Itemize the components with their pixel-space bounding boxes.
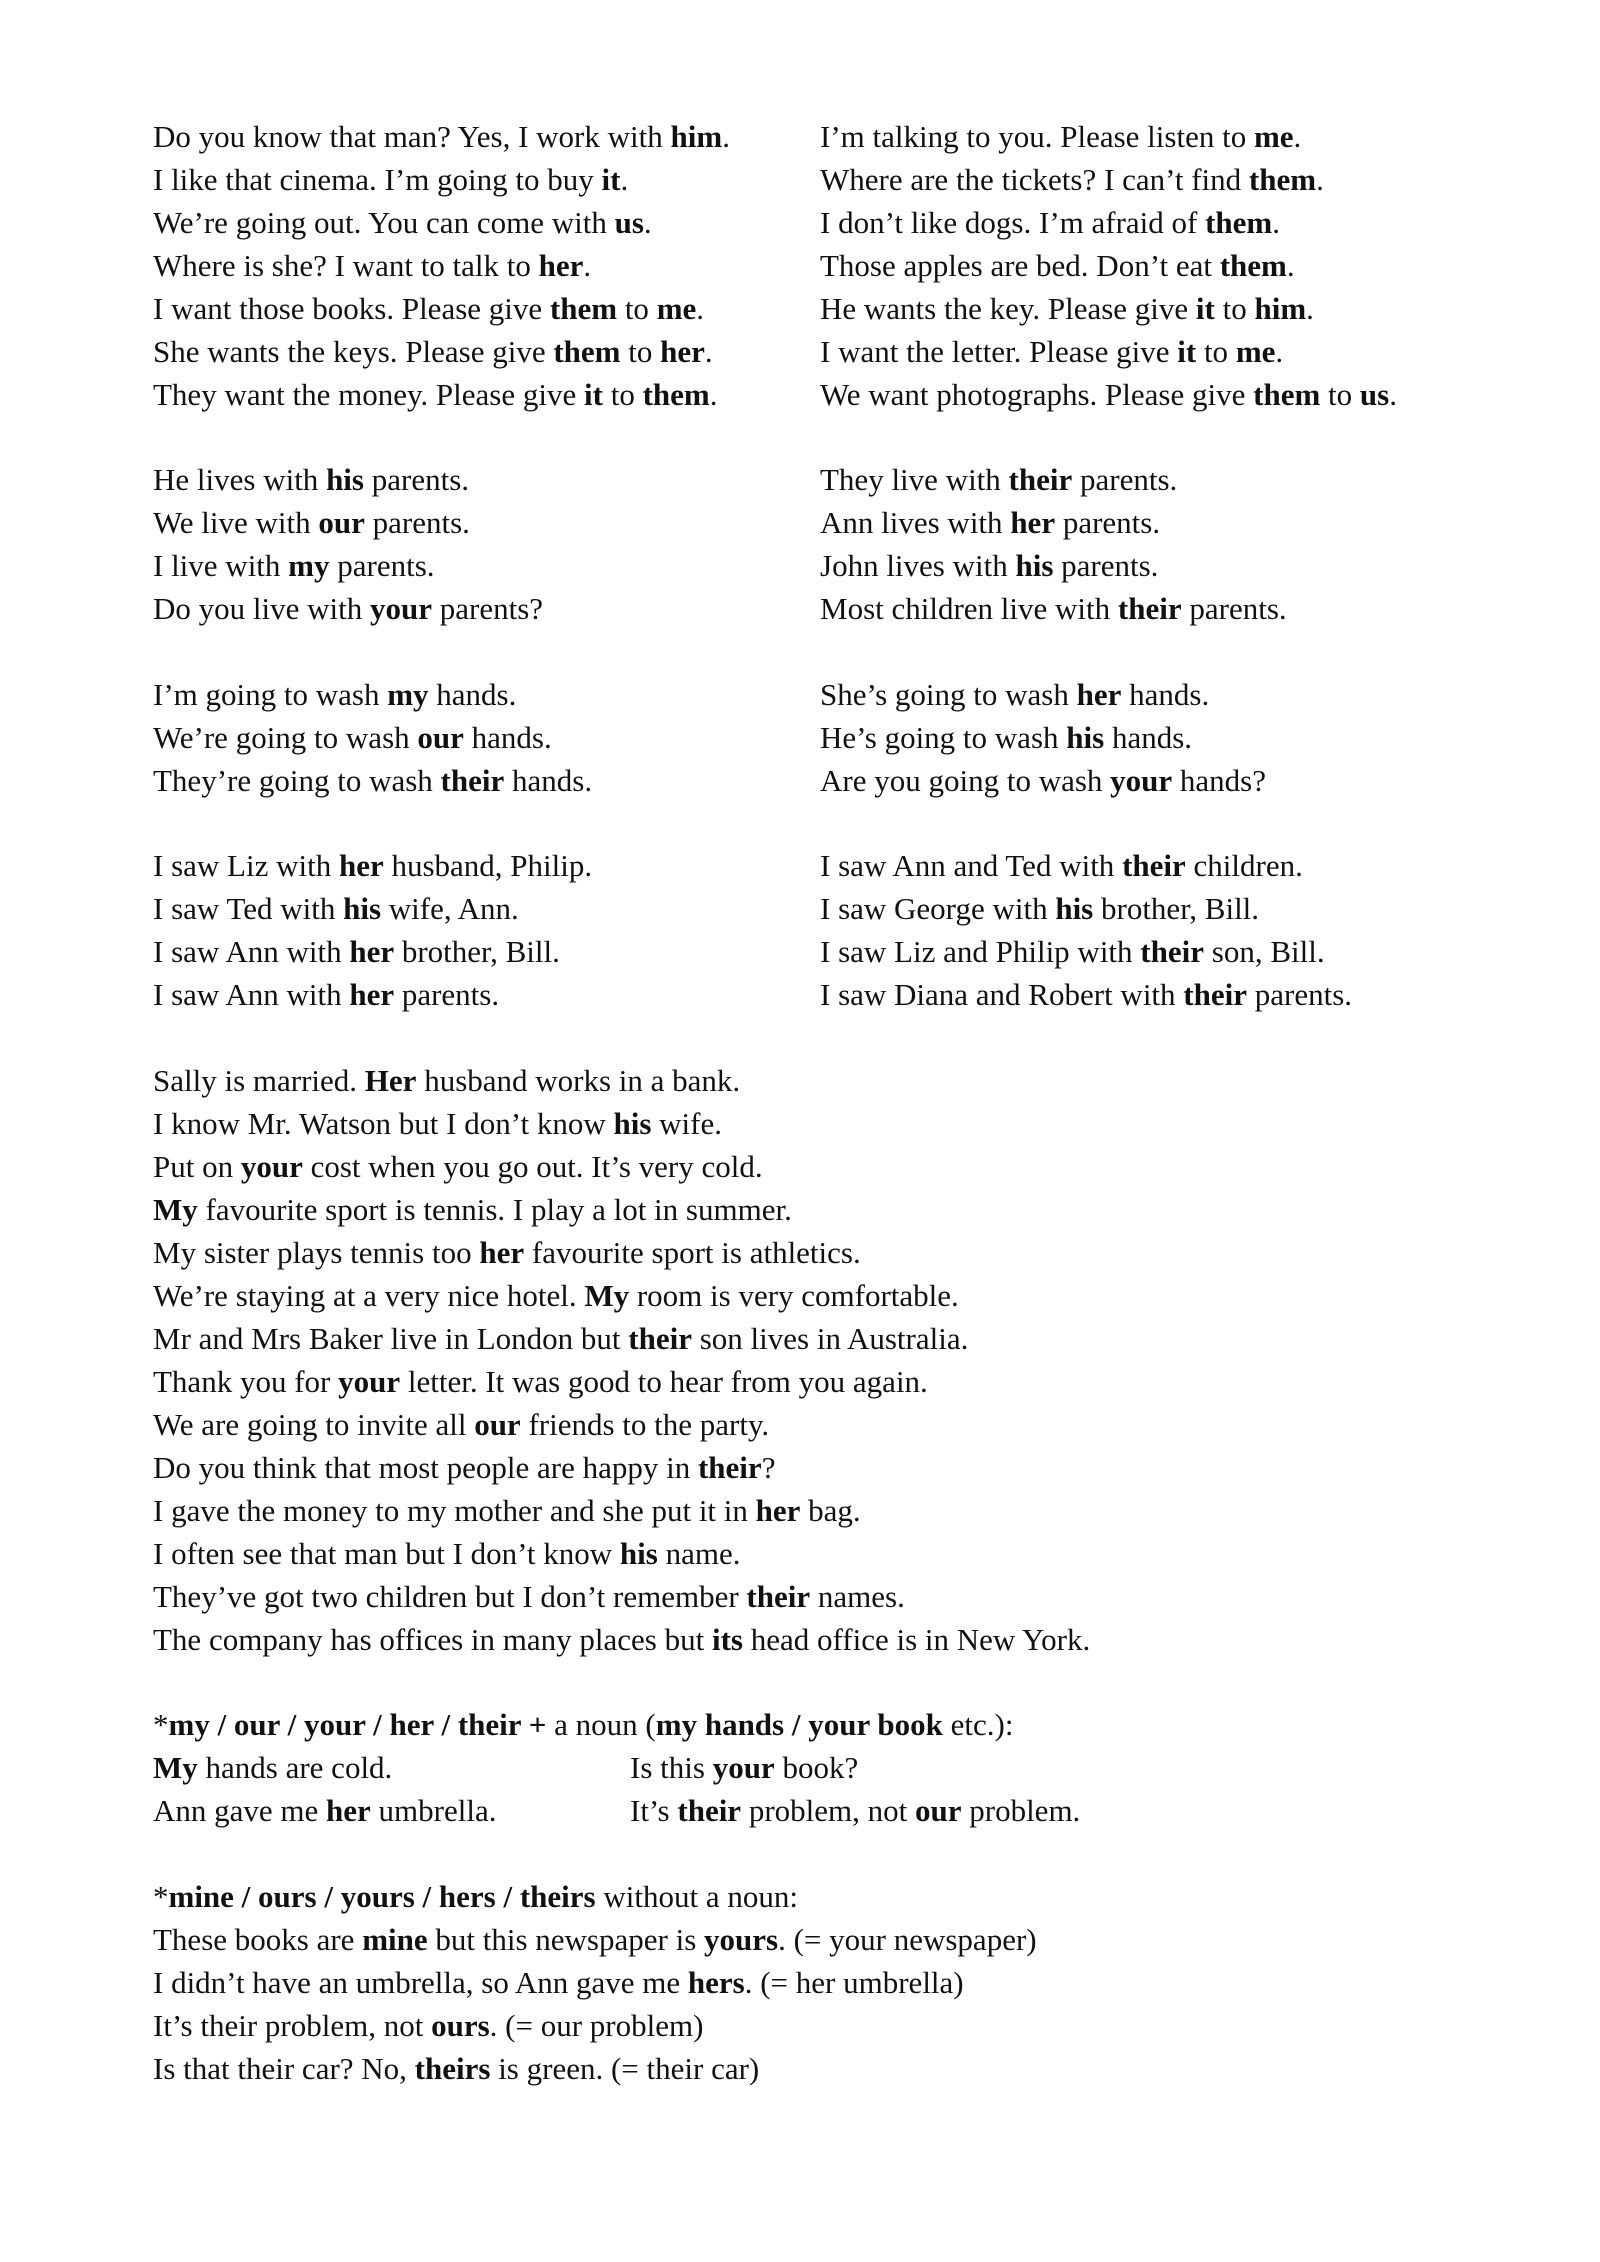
- pronoun-bold: My: [584, 1278, 630, 1313]
- text-line: [820, 887, 1352, 930]
- section-rule-examples-right: [630, 1746, 1080, 1832]
- sentence-text: favourite sport is athletics.: [524, 1235, 861, 1270]
- text-line: [153, 1188, 1090, 1231]
- sentence-text: They want the money. Please give: [153, 377, 585, 412]
- pronoun-bold: her: [1076, 677, 1122, 712]
- section-parents-right: [820, 458, 1287, 630]
- sentence-text: I saw Diana and Robert with: [820, 977, 1184, 1012]
- sentence-text: They live with: [820, 462, 1009, 497]
- pronoun-bold: them: [1205, 205, 1273, 240]
- sentence-text: parents.: [1053, 548, 1159, 583]
- text-line: [820, 115, 1397, 158]
- pronoun-bold: them: [1248, 162, 1317, 197]
- text-line: [820, 930, 1352, 973]
- sentence-text: parents.: [1247, 977, 1353, 1012]
- pronoun-bold: them: [553, 334, 621, 369]
- sentence-text: ?: [761, 1450, 776, 1485]
- text-line: [153, 1360, 1090, 1403]
- sentence-text: son lives in Australia.: [691, 1321, 969, 1356]
- sentence-text: . (= our problem): [489, 2008, 704, 2043]
- sentence-text: bag.: [800, 1493, 861, 1528]
- section-objects-right: [820, 115, 1397, 416]
- sentence-text: It’s: [630, 1793, 678, 1828]
- section-rule-mine: [153, 1875, 1037, 2090]
- text-line: [153, 1231, 1090, 1274]
- text-line: [820, 587, 1287, 630]
- pronoun-bold: her: [326, 1793, 371, 1828]
- sentence-text: parents.: [329, 548, 435, 583]
- pronoun-bold: his: [1015, 548, 1054, 583]
- pronoun-bold: him: [670, 119, 723, 154]
- pronoun-bold: your: [370, 591, 432, 626]
- sentence-text: I saw Liz with: [153, 848, 339, 883]
- pronoun-bold: it: [601, 162, 621, 197]
- sentence-text: .: [1306, 291, 1314, 326]
- sentence-text: I often see that man but I don’t know: [153, 1536, 620, 1571]
- pronoun-bold: her: [660, 334, 705, 369]
- sentence-text: I like that cinema. I’m going to buy: [153, 162, 602, 197]
- sentence-text: hands.: [1104, 720, 1193, 755]
- sentence-text: .: [583, 248, 592, 283]
- text-line: [153, 244, 730, 287]
- sentence-text: is green. (= their car): [490, 2051, 760, 2086]
- sentence-text: My sister plays tennis too: [153, 1235, 480, 1270]
- text-line: [153, 501, 543, 544]
- sentence-text: parents.: [1181, 591, 1287, 626]
- sentence-text: I live with: [153, 548, 289, 583]
- text-line: [153, 1274, 1090, 1317]
- text-line: [153, 1532, 1090, 1575]
- pronoun-bold: my: [387, 677, 429, 712]
- sentence-text: .: [709, 377, 718, 412]
- sentence-text: She wants the keys. Please give: [153, 334, 554, 369]
- text-line: [630, 1746, 1080, 1789]
- sentence-text: name.: [657, 1536, 741, 1571]
- section-saw-right: [820, 844, 1352, 1016]
- sentence-text: I didn’t have an umbrella, so Ann gave me: [153, 1965, 688, 2000]
- sentence-text: Thank you for: [153, 1364, 339, 1399]
- text-line: [153, 1102, 1090, 1145]
- sentence-text: We’re going to wash: [153, 720, 418, 755]
- sentence-text: .: [1272, 205, 1281, 240]
- text-line: [153, 1059, 1090, 1102]
- text-line: [820, 973, 1352, 1016]
- pronoun-bold: My: [153, 1750, 198, 1785]
- sentence-text: Are you going to wash: [820, 763, 1111, 798]
- pronoun-bold: us: [1359, 377, 1390, 412]
- pronoun-bold: yours: [704, 1922, 779, 1957]
- pronoun-bold: his: [343, 891, 382, 926]
- pronoun-bold: me: [1253, 119, 1294, 154]
- sentence-text: .: [1286, 248, 1295, 283]
- text-line: [153, 887, 592, 930]
- sentence-text: I saw Ted with: [153, 891, 344, 926]
- pronoun-bold: hers: [687, 1965, 745, 2000]
- sentence-text: I want those books. Please give: [153, 291, 550, 326]
- pronoun-bold: mine / ours / yours / hers / theirs: [168, 1879, 596, 1914]
- sentence-text: children.: [1185, 848, 1303, 883]
- section-objects-left: [153, 115, 730, 416]
- sentence-text: without a noun:: [595, 1879, 798, 1914]
- pronoun-bold: me: [656, 291, 697, 326]
- pronoun-bold: their: [1183, 977, 1247, 1012]
- text-line: [820, 373, 1397, 416]
- text-line: [153, 287, 730, 330]
- pronoun-bold: their: [677, 1793, 742, 1828]
- text-line: [630, 1789, 1080, 1832]
- pronoun-bold: our: [318, 505, 365, 540]
- text-line: [153, 458, 543, 501]
- text-line: [153, 1875, 1037, 1918]
- section-sentences: [153, 1059, 1090, 1661]
- sentence-text: .: [1293, 119, 1302, 154]
- text-line: [820, 244, 1397, 287]
- pronoun-bold: him: [1254, 291, 1307, 326]
- pronoun-bold: their: [628, 1321, 692, 1356]
- pronoun-bold: your: [1110, 763, 1173, 798]
- sentence-text: hands.: [1121, 677, 1210, 712]
- pronoun-bold: me: [1235, 334, 1276, 369]
- sentence-text: parents.: [1055, 505, 1161, 540]
- text-line: [820, 759, 1266, 802]
- sentence-text: I saw Ann and Ted with: [820, 848, 1123, 883]
- sentence-text: book?: [774, 1750, 859, 1785]
- pronoun-bold: them: [642, 377, 710, 412]
- sentence-text: friends to the party.: [520, 1407, 770, 1442]
- sentence-text: She’s going to wash: [820, 677, 1077, 712]
- text-line: [153, 930, 592, 973]
- text-line: [820, 287, 1397, 330]
- section-hands-left: [153, 673, 592, 802]
- text-line: [153, 1918, 1037, 1961]
- text-line: [153, 373, 730, 416]
- sentence-text: Put on: [153, 1149, 241, 1184]
- sentence-text: brother, Bill.: [1093, 891, 1260, 926]
- sentence-text: favourite sport is tennis. I play a lot in summer.: [197, 1192, 792, 1227]
- text-line: [820, 844, 1352, 887]
- text-line: [820, 458, 1287, 501]
- sentence-text: but this newspaper is: [427, 1922, 705, 1957]
- sentence-text: Sally is married.: [153, 1063, 365, 1098]
- pronoun-bold: its: [711, 1622, 743, 1657]
- sentence-text: John lives with: [820, 548, 1016, 583]
- sentence-text: wife, Ann.: [381, 891, 519, 926]
- pronoun-bold: it: [1195, 291, 1215, 326]
- sentence-text: hands?: [1172, 763, 1266, 798]
- pronoun-bold: my / our / your / her / their +: [168, 1707, 547, 1742]
- pronoun-bold: your: [338, 1364, 401, 1399]
- sentence-text: Do you think that most people are happy in: [153, 1450, 698, 1485]
- sentence-text: hands.: [504, 763, 593, 798]
- sentence-text: I want the letter. Please give: [820, 334, 1178, 369]
- text-line: [153, 973, 592, 1016]
- pronoun-bold: mine: [362, 1922, 428, 1957]
- pronoun-bold: our: [417, 720, 464, 755]
- pronoun-bold: my: [288, 548, 330, 583]
- text-line: [153, 1403, 1090, 1446]
- sentence-text: We are going to invite all: [153, 1407, 475, 1442]
- pronoun-bold: her: [338, 848, 384, 883]
- sentence-text: to: [1214, 291, 1255, 326]
- pronoun-bold: his: [1066, 720, 1105, 755]
- pronoun-bold: my hands / your book: [655, 1707, 943, 1742]
- sentence-text: We want photographs. Please give: [820, 377, 1254, 412]
- text-line: [153, 2004, 1037, 2047]
- text-line: [153, 115, 730, 158]
- sentence-text: husband, Philip.: [383, 848, 593, 883]
- sentence-text: names.: [810, 1579, 905, 1614]
- sentence-text: Where are the tickets? I can’t find: [820, 162, 1249, 197]
- sentence-text: I saw Ann with: [153, 934, 350, 969]
- pronoun-bold: his: [619, 1536, 658, 1571]
- sentence-text: He’s going to wash: [820, 720, 1067, 755]
- sentence-text: .: [620, 162, 629, 197]
- text-line: [153, 201, 730, 244]
- pronoun-bold: her: [349, 934, 395, 969]
- sentence-text: wife.: [651, 1106, 723, 1141]
- text-line: [153, 1317, 1090, 1360]
- pronoun-bold: your: [240, 1149, 303, 1184]
- sentence-text: Do you live with: [153, 591, 370, 626]
- sentence-text: These books are: [153, 1922, 363, 1957]
- sentence-text: Is this: [630, 1750, 713, 1785]
- sentence-text: to: [617, 291, 657, 326]
- sentence-text: .: [704, 334, 713, 369]
- pronoun-bold: his: [326, 462, 364, 497]
- sentence-text: They’ve got two children but I don’t remember: [153, 1579, 747, 1614]
- sentence-text: parents.: [1072, 462, 1178, 497]
- sentence-text: problem, not: [741, 1793, 915, 1828]
- text-line: [153, 544, 543, 587]
- text-line: [820, 330, 1397, 373]
- text-line: [153, 1145, 1090, 1188]
- sentence-text: .: [643, 205, 652, 240]
- sentence-text: Most children live with: [820, 591, 1118, 626]
- pronoun-bold: his: [613, 1106, 652, 1141]
- pronoun-bold: your: [712, 1750, 775, 1785]
- pronoun-bold: our: [474, 1407, 521, 1442]
- sentence-text: problem.: [961, 1793, 1081, 1828]
- sentence-text: I’m talking to you. Please listen to: [820, 119, 1254, 154]
- pronoun-bold: them: [1253, 377, 1321, 412]
- sentence-text: I saw Ann with: [153, 977, 350, 1012]
- sentence-text: I saw Liz and Philip with: [820, 934, 1141, 969]
- sentence-text: It’s their problem, not: [153, 2008, 432, 2043]
- sentence-text: husband works in a bank.: [416, 1063, 741, 1098]
- pronoun-bold: their: [1117, 591, 1182, 626]
- sentence-text: umbrella.: [370, 1793, 497, 1828]
- sentence-text: They’re going to wash: [153, 763, 441, 798]
- sentence-text: . (= her umbrella): [744, 1965, 964, 2000]
- sentence-text: cost when you go out. It’s very cold.: [302, 1149, 763, 1184]
- text-line: [820, 501, 1287, 544]
- section-saw-left: [153, 844, 592, 1016]
- sentence-text: to: [602, 377, 643, 412]
- pronoun-bold: them: [1219, 248, 1287, 283]
- sentence-text: parents.: [364, 505, 470, 540]
- text-line: [153, 1961, 1037, 2004]
- sentence-text: hands are cold.: [197, 1750, 393, 1785]
- pronoun-bold: their: [440, 763, 505, 798]
- sentence-text: We’re staying at a very nice hotel.: [153, 1278, 585, 1313]
- sentence-text: parents?: [432, 591, 544, 626]
- sentence-text: The company has offices in many places but: [153, 1622, 712, 1657]
- sentence-text: .: [722, 119, 730, 154]
- sentence-text: parents.: [394, 977, 500, 1012]
- pronoun-bold: our: [915, 1793, 962, 1828]
- pronoun-bold: their: [1140, 934, 1204, 969]
- sentence-text: We live with: [153, 505, 319, 540]
- text-line: [153, 1446, 1090, 1489]
- sentence-text: Those apples are bed. Don’t eat: [820, 248, 1220, 283]
- sentence-text: Do you know that man? Yes, I work with: [153, 119, 671, 154]
- pronoun-bold: their: [697, 1450, 762, 1485]
- text-line: [153, 1575, 1090, 1618]
- sentence-text: to: [1196, 334, 1236, 369]
- pronoun-bold: her: [538, 248, 584, 283]
- sentence-text: I know Mr. Watson but I don’t know: [153, 1106, 614, 1141]
- text-line: [820, 201, 1397, 244]
- text-line: [153, 759, 592, 802]
- sentence-text: I don’t like dogs. I’m afraid of: [820, 205, 1206, 240]
- section-hands-right: [820, 673, 1266, 802]
- pronoun-bold: ours: [431, 2008, 490, 2043]
- sentence-text: Ann gave me: [153, 1793, 327, 1828]
- text-line: [153, 844, 592, 887]
- sentence-text: to: [620, 334, 661, 369]
- text-line: [153, 716, 592, 759]
- pronoun-bold: them: [549, 291, 618, 326]
- sentence-text: room is very comfortable.: [629, 1278, 959, 1313]
- sentence-text: letter. It was good to hear from you again.: [400, 1364, 928, 1399]
- sentence-text: Where is she? I want to talk to: [153, 248, 539, 283]
- text-line: [153, 2047, 1037, 2090]
- sentence-text: Is that their car? No,: [153, 2051, 415, 2086]
- sentence-text: hands.: [463, 720, 552, 755]
- sentence-text: to: [1320, 377, 1360, 412]
- text-line: [153, 330, 730, 373]
- sentence-text: Mr and Mrs Baker live in London but: [153, 1321, 629, 1356]
- sentence-text: I saw George with: [820, 891, 1056, 926]
- pronoun-bold: their: [1122, 848, 1186, 883]
- sentence-text: *: [153, 1879, 169, 1914]
- sentence-text: *: [153, 1707, 169, 1742]
- sentence-text: We’re going out. You can come with: [153, 205, 615, 240]
- pronoun-bold: her: [349, 977, 395, 1012]
- pronoun-bold: her: [479, 1235, 525, 1270]
- sentence-text: hands.: [428, 677, 517, 712]
- pronoun-bold: Her: [364, 1063, 417, 1098]
- pronoun-bold: it: [1177, 334, 1197, 369]
- sentence-text: parents.: [363, 462, 470, 497]
- sentence-text: etc.):: [942, 1707, 1014, 1742]
- sentence-text: brother, Bill.: [394, 934, 560, 969]
- pronoun-bold: her: [755, 1493, 801, 1528]
- sentence-text: He lives with: [153, 462, 327, 497]
- sentence-text: .: [1275, 334, 1284, 369]
- sentence-text: son, Bill.: [1204, 934, 1325, 969]
- pronoun-bold: us: [614, 205, 644, 240]
- section-parents-left: [153, 458, 543, 630]
- text-line: [153, 1489, 1090, 1532]
- sentence-text: I’m going to wash: [153, 677, 388, 712]
- pronoun-bold: their: [1008, 462, 1073, 497]
- text-line: [153, 158, 730, 201]
- sentence-text: . (= your newspaper): [778, 1922, 1037, 1957]
- text-line: [820, 158, 1397, 201]
- pronoun-bold: theirs: [414, 2051, 491, 2086]
- sentence-text: a noun (: [546, 1707, 656, 1742]
- pronoun-bold: his: [1055, 891, 1094, 926]
- text-line: [153, 673, 592, 716]
- sentence-text: Ann lives with: [820, 505, 1011, 540]
- sentence-text: .: [1316, 162, 1324, 197]
- sentence-text: .: [1389, 377, 1397, 412]
- text-line: [153, 1703, 1013, 1746]
- text-line: [820, 544, 1287, 587]
- text-line: [153, 1618, 1090, 1661]
- text-line: [820, 673, 1266, 716]
- sentence-text: .: [696, 291, 705, 326]
- text-line: [820, 716, 1266, 759]
- pronoun-bold: her: [1010, 505, 1056, 540]
- sentence-text: head office is in New York.: [742, 1622, 1091, 1657]
- text-line: [153, 587, 543, 630]
- pronoun-bold: My: [153, 1192, 198, 1227]
- pronoun-bold: their: [746, 1579, 811, 1614]
- sentence-text: He wants the key. Please give: [820, 291, 1196, 326]
- sentence-text: I gave the money to my mother and she put it in: [153, 1493, 756, 1528]
- pronoun-bold: it: [584, 377, 603, 412]
